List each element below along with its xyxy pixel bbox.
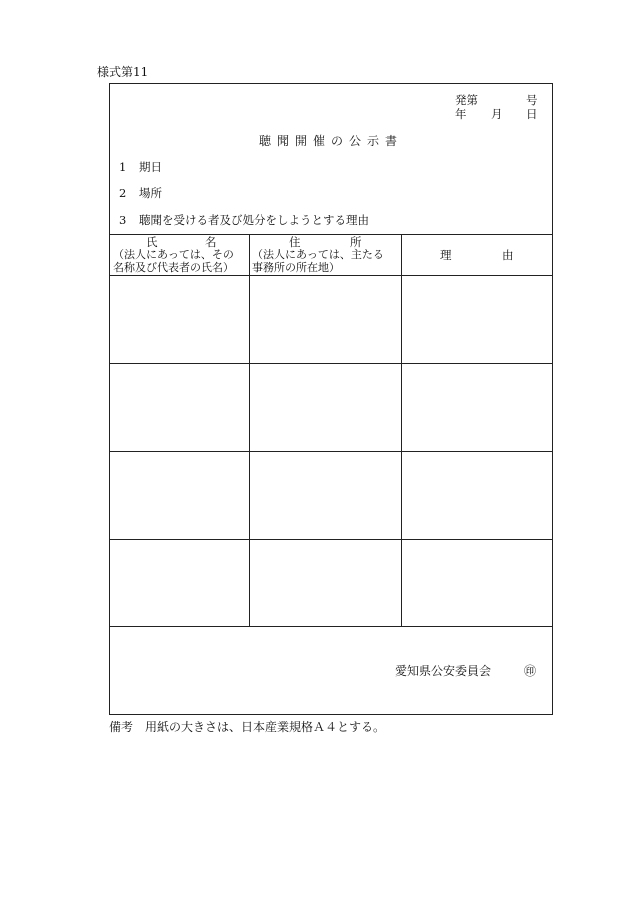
name-header-note-1: （法人にあっては、その bbox=[113, 248, 234, 261]
table-header-rule bbox=[110, 275, 552, 276]
reason-header-char-1: 理 bbox=[440, 248, 452, 262]
date-month: 月 bbox=[491, 107, 503, 121]
date-year: 年 bbox=[455, 107, 467, 121]
item-1-label: 期日 bbox=[139, 160, 162, 174]
issuer-name: 愛知県公安委員会 bbox=[395, 664, 492, 678]
table-bottom-rule bbox=[110, 626, 552, 627]
column-divider-1 bbox=[249, 234, 250, 626]
item-2-number: 2 bbox=[119, 186, 127, 200]
document-title: 聴聞開催の公示書 bbox=[258, 134, 403, 148]
form-frame bbox=[109, 83, 553, 715]
date-day: 日 bbox=[526, 107, 538, 121]
remark-note: 備考 用紙の大きさは、日本産業規格Ａ４とする。 bbox=[109, 720, 386, 734]
item-1-number: 1 bbox=[119, 160, 127, 174]
row-2-rule bbox=[110, 451, 552, 452]
item-3-label: 聴聞を受ける者及び処分をしようとする理由 bbox=[139, 213, 369, 227]
address-header-char-1: 住 bbox=[289, 235, 301, 249]
item-3-number: 3 bbox=[119, 213, 127, 227]
address-header-note-2: 事務所の所在地） bbox=[252, 261, 340, 274]
row-3-rule bbox=[110, 539, 552, 540]
address-header-note-1: （法人にあっては、主たる bbox=[252, 248, 384, 261]
reason-header-char-2: 由 bbox=[502, 248, 514, 262]
column-divider-2 bbox=[401, 234, 402, 626]
name-header-note-2: 名称及び代表者の氏名） bbox=[113, 261, 234, 274]
item-2-label: 場所 bbox=[139, 186, 162, 200]
row-1-rule bbox=[110, 363, 552, 364]
name-header-char-2: 名 bbox=[205, 235, 217, 249]
issue-suffix: 号 bbox=[526, 93, 538, 107]
form-number: 様式第11 bbox=[97, 65, 149, 79]
seal-mark: ㊞ bbox=[524, 664, 537, 678]
name-header-char-1: 氏 bbox=[146, 235, 158, 249]
address-header-char-2: 所 bbox=[350, 235, 362, 249]
issue-prefix: 発第 bbox=[455, 93, 478, 107]
table-top-rule bbox=[110, 234, 552, 235]
